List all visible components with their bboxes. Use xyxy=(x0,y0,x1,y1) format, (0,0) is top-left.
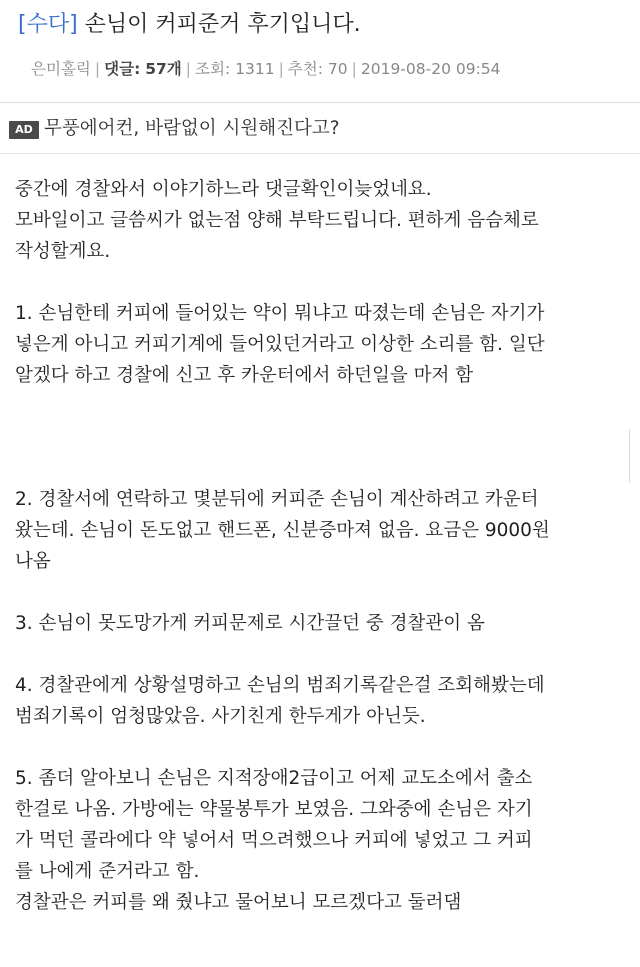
scrollbar[interactable] xyxy=(629,429,633,483)
post-body xyxy=(15,174,630,918)
post-header xyxy=(0,0,640,100)
ad-divider xyxy=(0,153,640,154)
post-datetime: 2019-08-20 09:54 xyxy=(360,60,501,78)
ad-badge: AD xyxy=(9,121,39,139)
intro-paragraph: 중간에 경찰와서 이야기하느라 댓글확인이늦었네요. 모바일이고 글씀씨가 없는점 양해 부탁드립니다. 편하게 음슴체로 작성할게요. xyxy=(15,179,539,262)
post-title xyxy=(18,10,361,40)
view-count: 조회: 1311 xyxy=(195,60,275,78)
comments-count[interactable]: 57개 xyxy=(145,60,182,78)
paragraph-2: 2. 경찰서에 연락하고 몇분뒤에 커피준 손님이 계산하려고 카운터 왔는데. 손님이 돈도없고 핸드폰, 신분증마져 없음. 요금은 9000원 나옴 xyxy=(15,489,550,572)
ad-link-text[interactable]: 무풍에어컨, 바람없이 시원해진다고? xyxy=(44,118,340,139)
post-title-text: 손님이 커피준거 후기입니다. xyxy=(84,12,361,37)
paragraph-4: 4. 경찰관에게 상황설명하고 손님의 범죄기록같은걸 조회해봤는데 범죄기록이 엄청많았음. 사기친게 한두게가 아닌듯. xyxy=(15,675,545,727)
ad-banner[interactable] xyxy=(0,103,640,151)
recommend-count: 추천: 70 xyxy=(287,60,348,78)
comments-label[interactable]: 댓글: xyxy=(104,60,141,78)
author-name[interactable]: 은미홀릭 xyxy=(31,60,91,78)
paragraph-5: 5. 좀더 알아보니 손님은 지적장애2급이고 어제 교도소에서 출소 한걸로 나옴. 가방에는 약물봉투가 보였음. 그와중에 손님은 자기 가 먹던 콜라에다 약 넣어서 먹으려했으나 커피에 넣었고 그 커피 를 나에게 준거라고 함. 경찰관은 커피를 왜 줬냐고 물어보니 모르겠다고 둘러댐 xyxy=(15,768,533,913)
paragraph-1: 1. 손님한테 커피에 들어있는 약이 뭐냐고 따졌는데 손님은 자기가 넣은게 아니고 커피기계에 들어있던거라고 이상한 소리를 함. 일단 알겠다 하고 경찰에 신고 후 카운터에서 하던일을 마저 함 xyxy=(15,303,545,386)
post-meta: 은미홀릭 | 댓글: 57개 | 조회: 1311 | 추천: 70 | 2019-08-20 09:54 xyxy=(31,60,501,78)
category-tag[interactable]: [수다] xyxy=(18,12,78,37)
paragraph-3: 3. 손님이 못도망가게 커피문제로 시간끌던 중 경찰관이 옴 xyxy=(15,613,485,634)
